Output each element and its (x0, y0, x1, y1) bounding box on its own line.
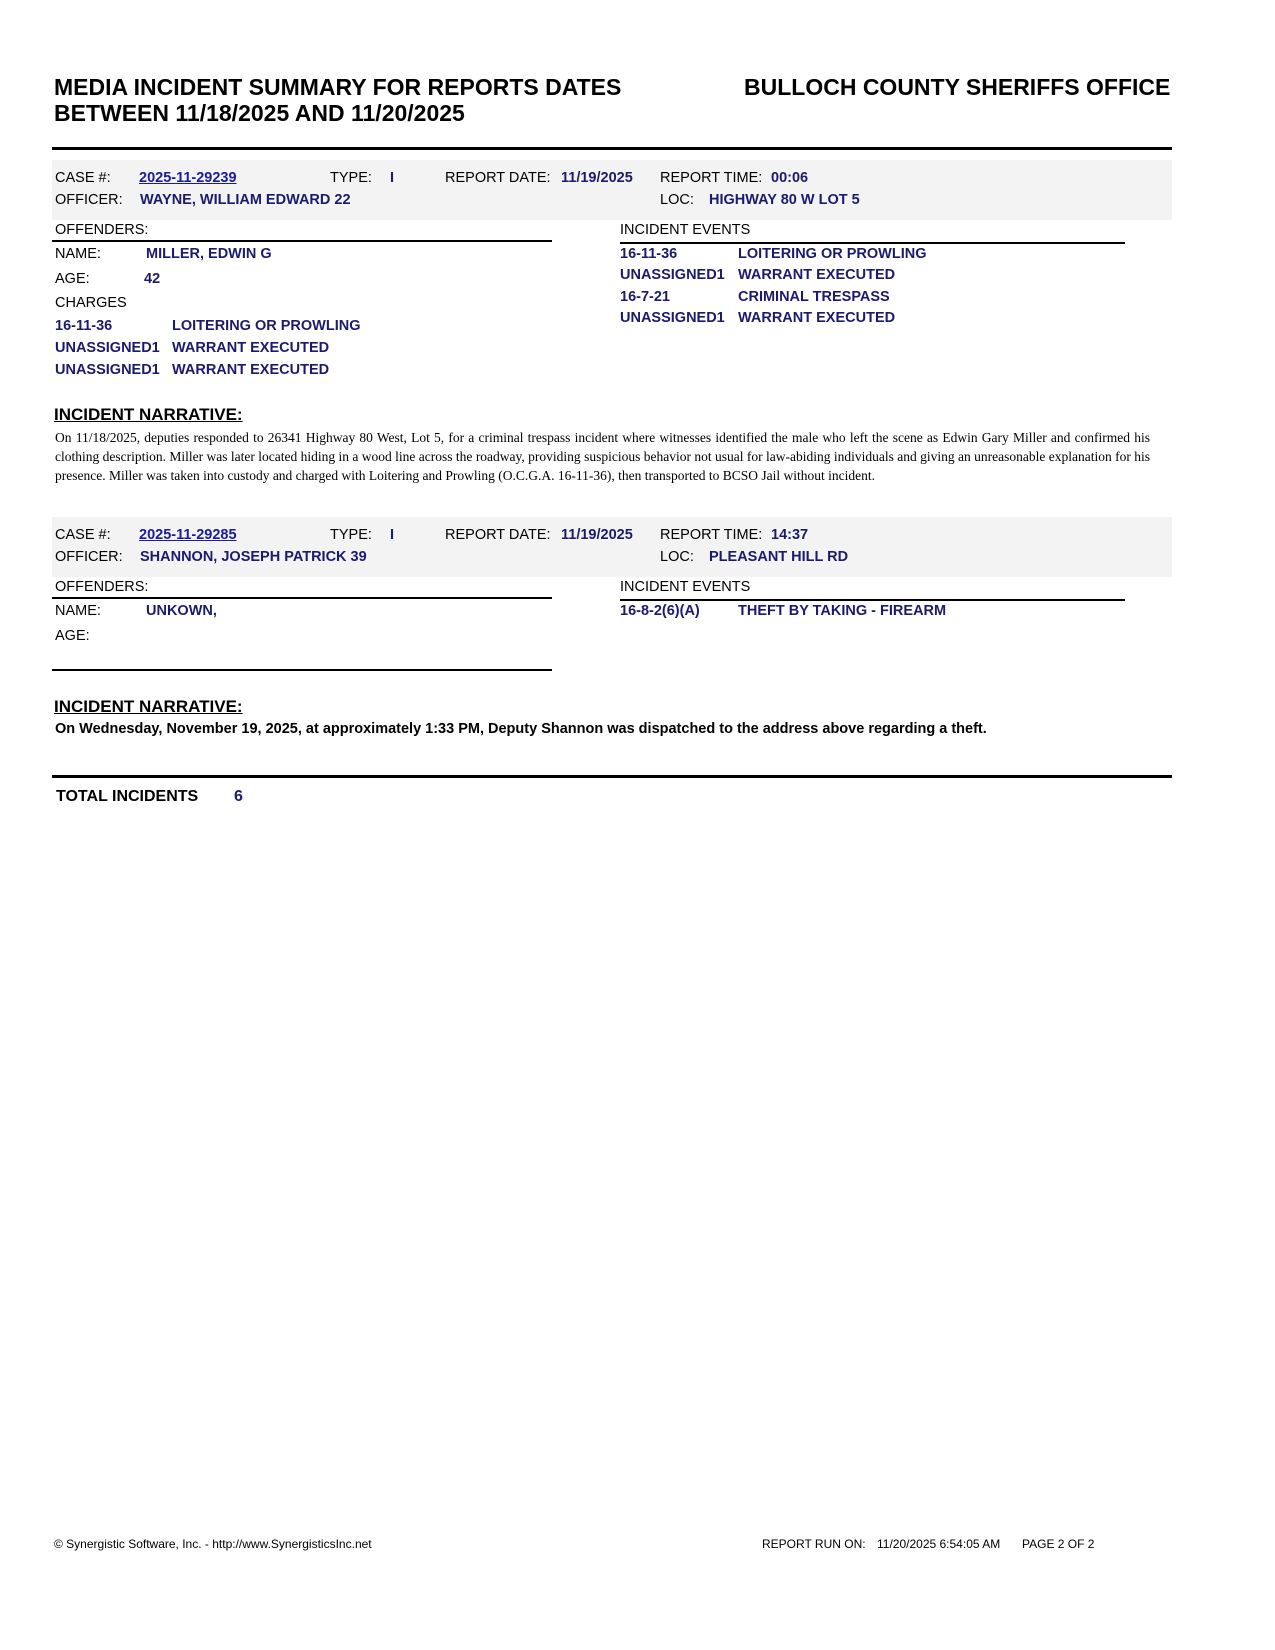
officer-label: OFFICER: (55, 192, 123, 208)
total-incidents-value: 6 (234, 788, 243, 805)
loc-label: LOC: (660, 549, 694, 565)
event-code: 16-7-21 (620, 289, 670, 305)
case-2-number-link[interactable]: 2025-11-29285 (139, 527, 237, 543)
charge-code: UNASSIGNED1 (55, 362, 160, 378)
report-date-label: REPORT DATE: (445, 170, 551, 186)
event-description: LOITERING OR PROWLING (738, 246, 927, 262)
report-title-line1: MEDIA INCIDENT SUMMARY FOR REPORTS DATES (54, 74, 622, 100)
case-number-label: CASE #: (55, 170, 111, 186)
case-2-report-date: 11/19/2025 (561, 527, 633, 543)
event-description: CRIMINAL TRESPASS (738, 289, 890, 305)
charge-code: UNASSIGNED1 (55, 340, 160, 356)
report-date-label: REPORT DATE: (445, 527, 551, 543)
offenders-underline (52, 240, 552, 242)
age-label: AGE: (55, 628, 90, 644)
case-1-type: I (390, 170, 395, 186)
loc-label: LOC: (660, 192, 694, 208)
report-title-line2: BETWEEN 11/18/2025 AND 11/20/2025 (54, 100, 465, 126)
charge-description: LOITERING OR PROWLING (172, 318, 361, 334)
case-2-offender-name: UNKOWN, (146, 603, 217, 619)
footer-page-number: PAGE 2 OF 2 (1022, 1537, 1095, 1551)
case-2-report-time: 14:37 (771, 527, 809, 543)
case-1-header-band (52, 160, 1172, 220)
name-label: NAME: (55, 603, 101, 619)
charge-description: WARRANT EXECUTED (172, 362, 330, 378)
type-label: TYPE: (330, 170, 372, 186)
case-2-narrative: On Wednesday, November 19, 2025, at approximately 1:33 PM, Deputy Shannon was dispatched to the address above regarding a theft. (55, 721, 987, 737)
footer-run-on-value: 11/20/2025 6:54:05 AM (877, 1537, 1001, 1551)
footer-run-on-label: REPORT RUN ON: (762, 1537, 866, 1551)
incident-events-underline (620, 242, 1125, 244)
case-1-narrative: On 11/18/2025, deputies responded to 26341 Highway 80 West, Lot 5, for a criminal trespass incident where witnesses identified the male who left the scene as Edwin Gary Miller and confirmed his clothing description. Miller was later located hiding in a wood line across the roadway, providing suspicious behavior not usual for law-abiding individuals and giving an unreasonable explanation for his presence. Miller was taken into custody and charged with Loitering and Prowling (O.C.G.A. 16-11-36), then transported to BCSO Jail without incident. (55, 430, 1150, 483)
report-time-label: REPORT TIME: (660, 170, 763, 186)
event-code: UNASSIGNED1 (620, 310, 725, 326)
incident-events-underline (620, 599, 1125, 601)
narrative-heading: INCIDENT NARRATIVE: (54, 405, 243, 424)
event-description: THEFT BY TAKING - FIREARM (738, 603, 947, 619)
case-2-location: PLEASANT HILL RD (709, 549, 849, 565)
event-description: WARRANT EXECUTED (738, 267, 896, 283)
charges-heading: CHARGES (55, 295, 127, 311)
type-label: TYPE: (330, 527, 372, 543)
footer-copyright: © Synergistic Software, Inc. - http://www.SynergisticsInc.net (54, 1537, 372, 1551)
case-1-location: HIGHWAY 80 W LOT 5 (709, 192, 860, 208)
incident-events-heading: INCIDENT EVENTS (620, 579, 751, 595)
case-1-offender-name: MILLER, EDWIN G (146, 246, 272, 262)
charge-code: 16-11-36 (55, 318, 113, 334)
officer-label: OFFICER: (55, 549, 123, 565)
case-1-report-time: 00:06 (771, 170, 809, 186)
totals-divider (52, 775, 1172, 778)
event-code: 16-11-36 (620, 246, 678, 262)
case-1-officer: WAYNE, WILLIAM EDWARD 22 (140, 192, 351, 208)
event-code: 16-8-2(6)(A) (620, 603, 700, 619)
event-description: WARRANT EXECUTED (738, 310, 896, 326)
case-2-officer: SHANNON, JOSEPH PATRICK 39 (140, 549, 367, 565)
offenders-heading: OFFENDERS: (55, 579, 149, 595)
total-incidents-label: TOTAL INCIDENTS (56, 788, 199, 805)
event-code: UNASSIGNED1 (620, 267, 725, 283)
header-divider (52, 147, 1172, 150)
case-2-header-band (52, 517, 1172, 577)
incident-events-heading: INCIDENT EVENTS (620, 222, 751, 238)
offenders-heading: OFFENDERS: (55, 222, 149, 238)
name-label: NAME: (55, 246, 101, 262)
case-1-report-date: 11/19/2025 (561, 170, 633, 186)
case-1-number-link[interactable]: 2025-11-29239 (139, 170, 237, 186)
narrative-heading: INCIDENT NARRATIVE: (54, 697, 243, 716)
case-number-label: CASE #: (55, 527, 111, 543)
charge-description: WARRANT EXECUTED (172, 340, 330, 356)
case-1-offender-age: 42 (144, 271, 161, 287)
age-label: AGE: (55, 271, 90, 287)
offenders-underline (52, 597, 552, 599)
offenders-bottom-rule (52, 669, 552, 671)
report-title (54, 74, 621, 126)
report-time-label: REPORT TIME: (660, 527, 763, 543)
case-2-type: I (390, 527, 395, 543)
agency-name: BULLOCH COUNTY SHERIFFS OFFICE (744, 74, 1171, 100)
